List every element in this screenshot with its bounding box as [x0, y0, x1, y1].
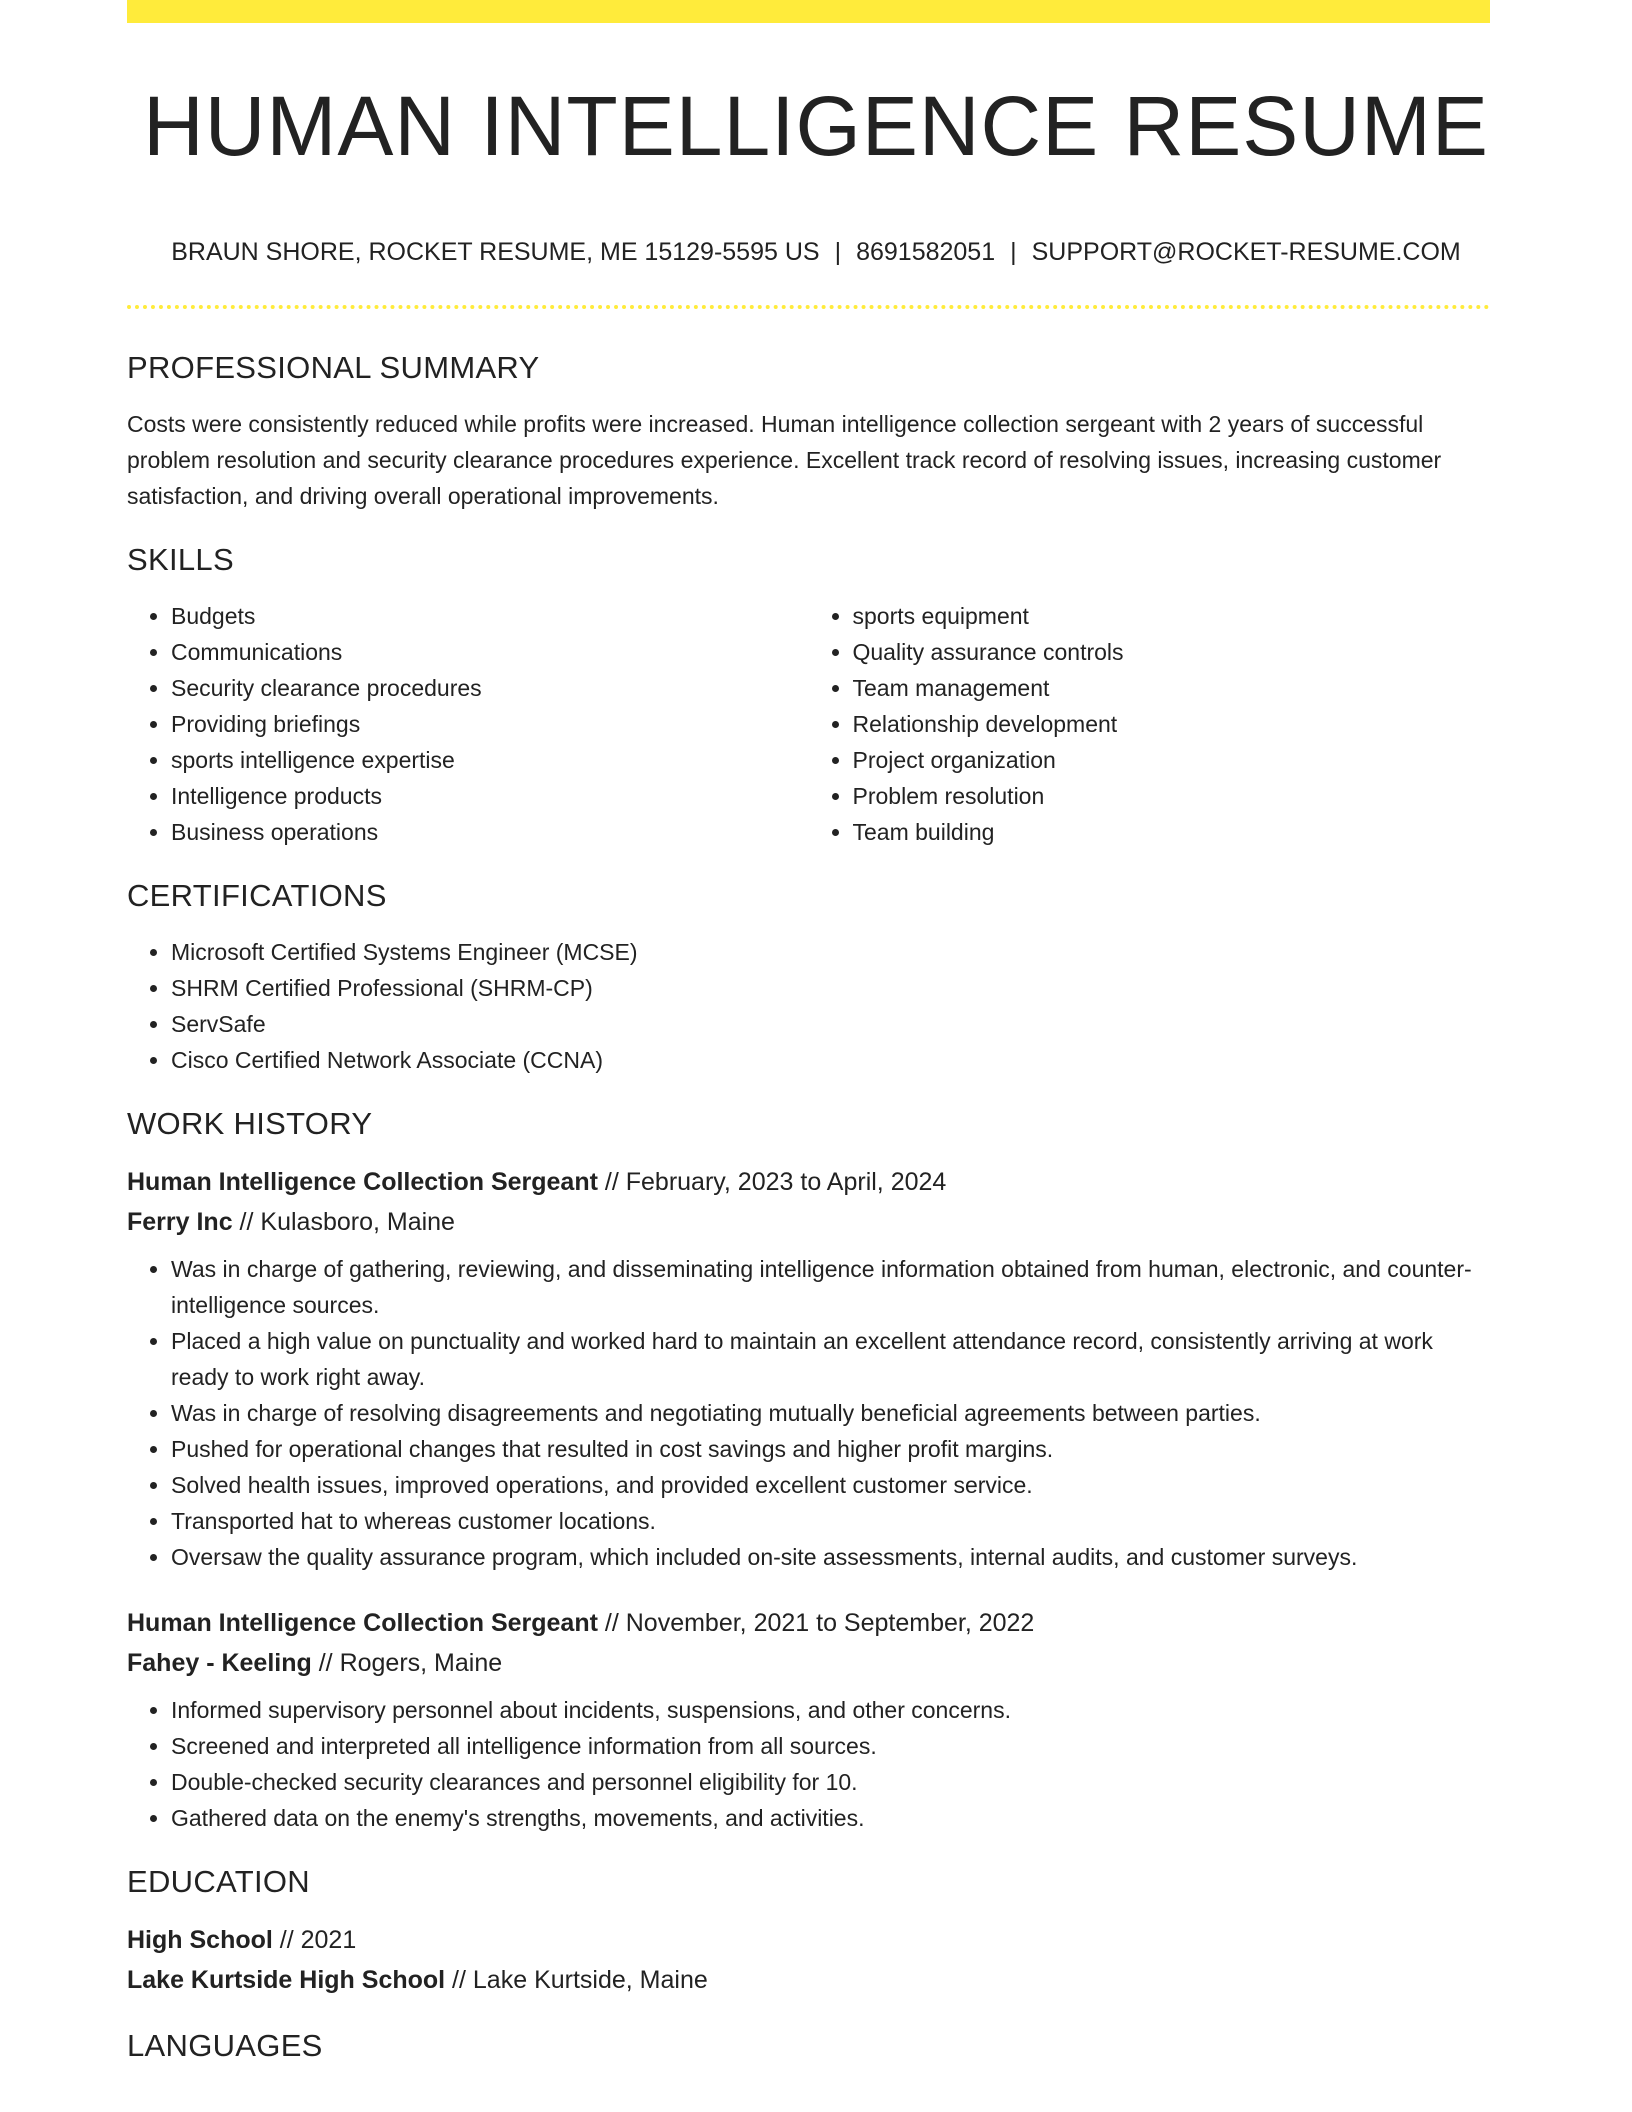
date-separator: // — [597, 1609, 626, 1637]
list-item: • Microsoft Certified Systems Engineer (MCSE) — [171, 934, 1490, 970]
job-company-line — [127, 1202, 1490, 1242]
job-company-line — [127, 1643, 1490, 1683]
education-degree-line — [127, 1920, 1490, 1960]
list-item: • Was in charge of resolving disagreements and negotiating mutually beneficial agreements between parties. — [171, 1395, 1490, 1431]
list-item: • Transported hat to whereas customer locations. — [171, 1503, 1490, 1539]
list-item: • Budgets — [171, 598, 809, 634]
education-year: 2021 — [300, 1926, 357, 1954]
languages-heading: LANGUAGES — [127, 2028, 323, 2063]
list-item: • SHRM Certified Professional (SHRM-CP) — [171, 970, 1490, 1006]
list-item: • Security clearance procedures — [171, 670, 809, 706]
list-item: • Screened and interpreted all intelligence information from all sources. — [171, 1728, 1490, 1764]
job-title: Human Intelligence Collection Sergeant — [127, 1609, 598, 1637]
list-item: • Intelligence products — [171, 778, 809, 814]
resume-content — [127, 350, 1490, 2084]
contact-email: SUPPORT@ROCKET-RESUME.COM — [1031, 238, 1461, 266]
list-item: • Team management — [853, 670, 1491, 706]
job-bullets — [127, 1251, 1490, 1575]
education-heading: EDUCATION — [127, 1864, 310, 1899]
list-item: • Team building — [853, 814, 1491, 850]
date-separator: // — [597, 1168, 626, 1196]
list-item: • Problem resolution — [853, 778, 1491, 814]
job-title-line — [127, 1603, 1490, 1643]
accent-bar — [127, 0, 1490, 23]
dotted-divider — [127, 305, 1490, 309]
job-entry — [127, 1603, 1490, 1836]
skills-list-left — [127, 598, 809, 850]
job-location: Kulasboro, Maine — [260, 1208, 455, 1236]
list-item: • Oversaw the quality assurance program, which included on-site assessments, internal audits, and customer surveys. — [171, 1539, 1490, 1575]
certifications-list — [127, 934, 1490, 1078]
job-company: Fahey - Keeling — [127, 1649, 312, 1677]
job-bullets — [127, 1692, 1490, 1836]
list-item: • Providing briefings — [171, 706, 809, 742]
certifications-heading: CERTIFICATIONS — [127, 878, 387, 913]
list-item: • Business operations — [171, 814, 809, 850]
skills-list-right — [809, 598, 1491, 850]
location-separator: // — [311, 1649, 340, 1677]
contact-separator: | — [834, 238, 842, 266]
job-title-line — [127, 1162, 1490, 1202]
job-dates: February, 2023 to April, 2024 — [625, 1168, 947, 1196]
resume-title: HUMAN INTELLIGENCE RESUME — [143, 79, 1489, 173]
date-separator: // — [272, 1926, 301, 1954]
summary-text: Costs were consistently reduced while profits were increased. Human intelligence collection sergeant with 2 years of successful problem resolution and security clearance procedures experience. Excellent track record of resolving issues, increasing customer satisfaction, and driving overall operational improvements. — [127, 411, 1442, 509]
list-item: • Quality assurance controls — [853, 634, 1491, 670]
contact-line — [0, 238, 1632, 267]
contact-address: BRAUN SHORE, ROCKET RESUME, ME 15129-5595 US — [171, 238, 820, 266]
job-title: Human Intelligence Collection Sergeant — [127, 1168, 598, 1196]
list-item: • Placed a high value on punctuality and worked hard to maintain an excellent attendance record, consistently arriving at work ready to work right away. — [171, 1323, 1490, 1395]
education-school-line — [127, 1960, 1490, 2000]
list-item: • Solved health issues, improved operations, and provided excellent customer service. — [171, 1467, 1490, 1503]
list-item: • Communications — [171, 634, 809, 670]
list-item: • sports equipment — [853, 598, 1491, 634]
skills-columns — [127, 598, 1490, 850]
list-item: • Pushed for operational changes that resulted in cost savings and higher profit margins. — [171, 1431, 1490, 1467]
list-item: • Cisco Certified Network Associate (CCNA) — [171, 1042, 1490, 1078]
list-item: • Gathered data on the enemy's strengths, movements, and activities. — [171, 1800, 1490, 1836]
list-item: • Relationship development — [853, 706, 1491, 742]
job-company: Ferry Inc — [127, 1208, 233, 1236]
location-separator: // — [232, 1208, 261, 1236]
work-heading: WORK HISTORY — [127, 1106, 373, 1141]
job-dates: November, 2021 to September, 2022 — [625, 1609, 1035, 1637]
job-entry — [127, 1162, 1490, 1575]
list-item: • sports intelligence expertise — [171, 742, 809, 778]
contact-separator: | — [1010, 238, 1017, 266]
education-school: Lake Kurtside High School — [127, 1966, 446, 1994]
list-item: • Informed supervisory personnel about incidents, suspensions, and other concerns. — [171, 1692, 1490, 1728]
skills-heading: SKILLS — [127, 542, 234, 577]
summary-heading: PROFESSIONAL SUMMARY — [127, 350, 540, 385]
location-separator: // — [445, 1966, 473, 1994]
list-item: • Double-checked security clearances and personnel eligibility for 10. — [171, 1764, 1490, 1800]
education-degree: High School — [127, 1926, 273, 1954]
job-location: Rogers, Maine — [339, 1649, 503, 1677]
contact-phone: 8691582051 — [856, 238, 996, 266]
list-item: • Was in charge of gathering, reviewing, and disseminating intelligence information obtained from human, electronic, and counter-intelligence sources. — [171, 1251, 1490, 1323]
list-item: • Project organization — [853, 742, 1491, 778]
list-item: • ServSafe — [171, 1006, 1490, 1042]
education-location: Lake Kurtside, Maine — [472, 1966, 708, 1994]
